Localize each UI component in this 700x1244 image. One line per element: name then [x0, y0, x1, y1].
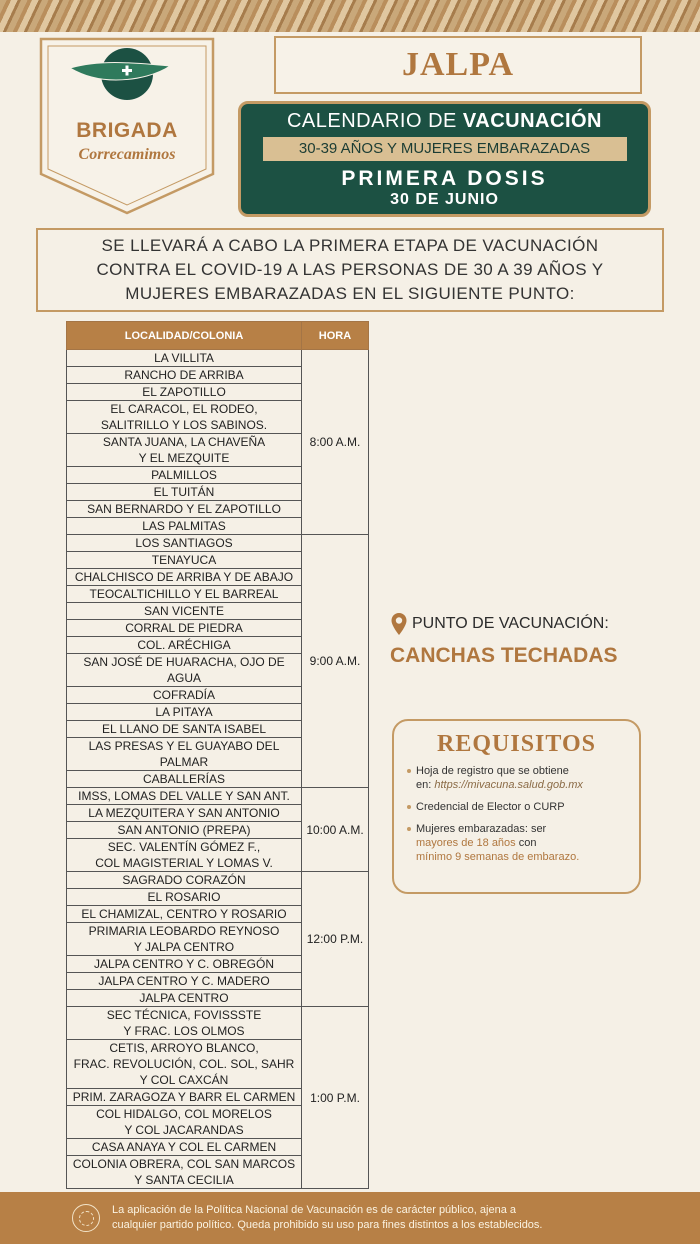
locality-line: CHALCHISCO DE ARRIBA Y DE ABAJO [74, 570, 294, 584]
registration-link[interactable]: https://mivacuna.salud.gob.mx [434, 779, 583, 791]
intro-line: SE LLEVARÁ A CABO LA PRIMERA ETAPA DE VACUNACIÓN [101, 236, 599, 255]
locality-line: EL LLANO DE SANTA ISABEL [101, 722, 267, 736]
locality-cell [67, 620, 302, 637]
locality-line: EL ZAPOTILLO [142, 385, 226, 399]
locality-line: COL. ARÉCHIGA [137, 638, 231, 652]
hour-cell: 1:00 P.M. [302, 1007, 369, 1189]
locality-cell [67, 637, 302, 654]
locality-line: SEC TÉCNICA, FOVISSSTE [106, 1008, 262, 1022]
locality-line: Y SANTA CECILIA [134, 1173, 234, 1187]
requirement-text: Hoja de registro que se obtiene [416, 765, 569, 777]
hour-cell: 8:00 A.M. [302, 350, 369, 535]
locality-cell [67, 350, 302, 367]
locality-line: TEOCALTICHILLO Y EL BARREAL [89, 587, 279, 601]
requirement-text: en: [416, 779, 435, 791]
locality-line: TENAYUCA [151, 553, 217, 567]
locality-line: SAN ANTONIO (PREPA) [117, 823, 251, 837]
locality-cell [67, 1007, 302, 1040]
locality-line: IMSS, LOMAS DEL VALLE Y SAN ANT. [78, 789, 290, 803]
decorative-top-band [0, 0, 700, 32]
vaccination-point [390, 612, 690, 668]
date-label: 30 DE JUNIO [390, 191, 499, 208]
requirement-item [416, 822, 625, 864]
locality-line: COL MAGISTERIAL Y LOMAS V. [95, 856, 273, 870]
locality-line: LA MEZQUITERA Y SAN ANTONIO [88, 806, 280, 820]
locality-line: LA PITAYA [155, 705, 213, 719]
locality-line: LOS SANTIAGOS [135, 536, 233, 550]
intro-line: CONTRA EL COVID-19 A LAS PERSONAS DE 30 A 39 AÑOS Y [96, 260, 604, 279]
hour-cell: 9:00 A.M. [302, 535, 369, 788]
locality-cell [67, 401, 302, 434]
requirement-item [416, 764, 625, 792]
table-row [67, 788, 369, 805]
locality-cell [67, 569, 302, 586]
locality-cell [67, 586, 302, 603]
locality-cell [67, 839, 302, 872]
locality-cell [67, 721, 302, 738]
locality-cell [67, 1040, 302, 1089]
footer [0, 1192, 700, 1244]
locality-line: EL ROSARIO [147, 890, 221, 904]
locality-cell [67, 467, 302, 484]
brand-name: BRIGADA [76, 119, 178, 142]
locality-line: SANTA JUANA, LA CHAVEÑA [102, 435, 266, 449]
locality-line: SAGRADO CORAZÓN [122, 873, 246, 887]
brigada-logo [38, 36, 216, 216]
city-title: JALPA [274, 36, 642, 94]
locality-line: FRAC. REVOLUCIÓN, COL. SOL, SAHR [73, 1057, 295, 1071]
locality-cell [67, 603, 302, 620]
locality-cell [67, 384, 302, 401]
vaccination-point-name: CANCHAS TECHADAS [390, 644, 618, 667]
locality-line: SAN JOSÉ DE HUARACHA, OJO DE AGUA [83, 655, 285, 685]
requirement-item: Credencial de Elector o CURP [416, 800, 625, 814]
locality-line: COLONIA OBRERA, COL SAN MARCOS [72, 1157, 296, 1171]
locality-line: PRIM. ZARAGOZA Y BARR EL CARMEN [72, 1090, 296, 1104]
locality-line: Y COL JACARANDAS [124, 1123, 244, 1137]
locality-cell [67, 1089, 302, 1106]
calendar-panel [238, 101, 651, 217]
locality-cell [67, 434, 302, 467]
dose-label: PRIMERA DOSIS [341, 167, 548, 190]
locality-line: EL CARACOL, EL RODEO, [110, 402, 258, 416]
audience-band: 30-39 AÑOS Y MUJERES EMBARAZADAS [263, 137, 627, 161]
table-row [67, 872, 369, 889]
intro-box [36, 228, 664, 312]
requirement-highlight: mínimo 9 semanas de embarazo. [416, 851, 580, 863]
locality-line: JALPA CENTRO Y C. OBREGÓN [93, 957, 275, 971]
locality-line: SEC. VALENTÍN GÓMEZ F., [107, 840, 261, 854]
table-row [67, 535, 369, 552]
requirement-text: Mujeres embarazadas: ser [416, 823, 547, 835]
locality-cell [67, 1106, 302, 1139]
locality-line: SAN BERNARDO Y EL ZAPOTILLO [87, 502, 281, 516]
locality-line: CORRAL DE PIEDRA [125, 621, 243, 635]
locality-cell [67, 923, 302, 956]
footer-line: cualquier partido político. Queda prohibido su uso para fines distintos a los establecidos. [112, 1219, 543, 1231]
locality-cell [67, 552, 302, 569]
locality-line: CABALLERÍAS [142, 772, 226, 786]
locality-cell [67, 906, 302, 923]
calendar-title [241, 110, 648, 133]
location-pin-icon [390, 612, 408, 636]
locality-cell [67, 771, 302, 788]
locality-cell [67, 654, 302, 687]
hour-cell: 10:00 A.M. [302, 788, 369, 872]
intro-line: MUJERES EMBARAZADAS EN EL SIGUIENTE PUNTO: [125, 284, 575, 303]
requirements-title: REQUISITOS [437, 731, 596, 757]
locality-line: SAN VICENTE [143, 604, 224, 618]
hour-cell: 12:00 P.M. [302, 872, 369, 1007]
locality-cell [67, 1139, 302, 1156]
locality-cell [67, 535, 302, 552]
locality-line: COL HIDALGO, COL MORELOS [96, 1107, 272, 1121]
locality-line: Y COL CAXCÁN [139, 1073, 229, 1087]
locality-cell [67, 990, 302, 1007]
locality-line: PRIMARIA LEOBARDO REYNOSO [88, 924, 280, 938]
header-locality: LOCALIDAD/COLONIA [67, 322, 302, 350]
locality-cell [67, 788, 302, 805]
header-hour: HORA [302, 322, 369, 350]
locality-cell [67, 973, 302, 990]
locality-line: CETIS, ARROYO BLANCO, [109, 1041, 259, 1055]
locality-cell [67, 704, 302, 721]
locality-cell [67, 518, 302, 535]
brand-subtitle: Correcamimos [78, 146, 176, 163]
schedule-table [66, 321, 369, 1189]
locality-line: LAS PRESAS Y EL GUAYABO DEL PALMAR [88, 739, 280, 769]
locality-line: LAS PALMITAS [142, 519, 226, 533]
calendar-title-prefix: CALENDARIO DE [286, 110, 463, 132]
locality-cell [67, 872, 302, 889]
locality-line: RANCHO DE ARRIBA [124, 368, 244, 382]
locality-line: JALPA CENTRO Y C. MADERO [98, 974, 270, 988]
locality-cell [67, 1156, 302, 1189]
requirement-highlight: mayores de 18 años [416, 837, 516, 849]
locality-line: Y JALPA CENTRO [133, 940, 235, 954]
locality-cell [67, 367, 302, 384]
requirement-text: con [515, 837, 537, 849]
locality-cell [67, 822, 302, 839]
footer-disclaimer [112, 1203, 672, 1233]
table-row [67, 1007, 369, 1040]
locality-cell [67, 738, 302, 771]
locality-cell [67, 956, 302, 973]
locality-line: PALMILLOS [151, 468, 217, 482]
locality-cell [67, 687, 302, 704]
locality-line: Y EL MEZQUITE [138, 451, 230, 465]
locality-cell [67, 805, 302, 822]
locality-cell [67, 484, 302, 501]
locality-line: EL TUITÁN [153, 485, 215, 499]
vaccination-point-label: PUNTO DE VACUNACIÓN: [412, 615, 609, 632]
locality-line: EL CHAMIZAL, CENTRO Y ROSARIO [81, 907, 287, 921]
calendar-title-strong: VACUNACIÓN [462, 110, 602, 132]
locality-line: COFRADÍA [152, 688, 215, 702]
locality-line: Y FRAC. LOS OLMOS [123, 1024, 245, 1038]
footer-line: La aplicación de la Política Nacional de Vacunación es de carácter público, ajena a [112, 1204, 516, 1216]
table-row [67, 350, 369, 367]
locality-cell [67, 501, 302, 518]
locality-line: CASA ANAYA Y COL EL CARMEN [91, 1140, 277, 1154]
locality-line: SALITRILLO Y LOS SABINOS. [100, 418, 268, 432]
government-seal-icon [72, 1204, 100, 1232]
locality-line: LA VILLITA [154, 351, 214, 365]
locality-line: JALPA CENTRO [139, 991, 229, 1005]
requirements-box [392, 719, 641, 894]
locality-cell [67, 889, 302, 906]
